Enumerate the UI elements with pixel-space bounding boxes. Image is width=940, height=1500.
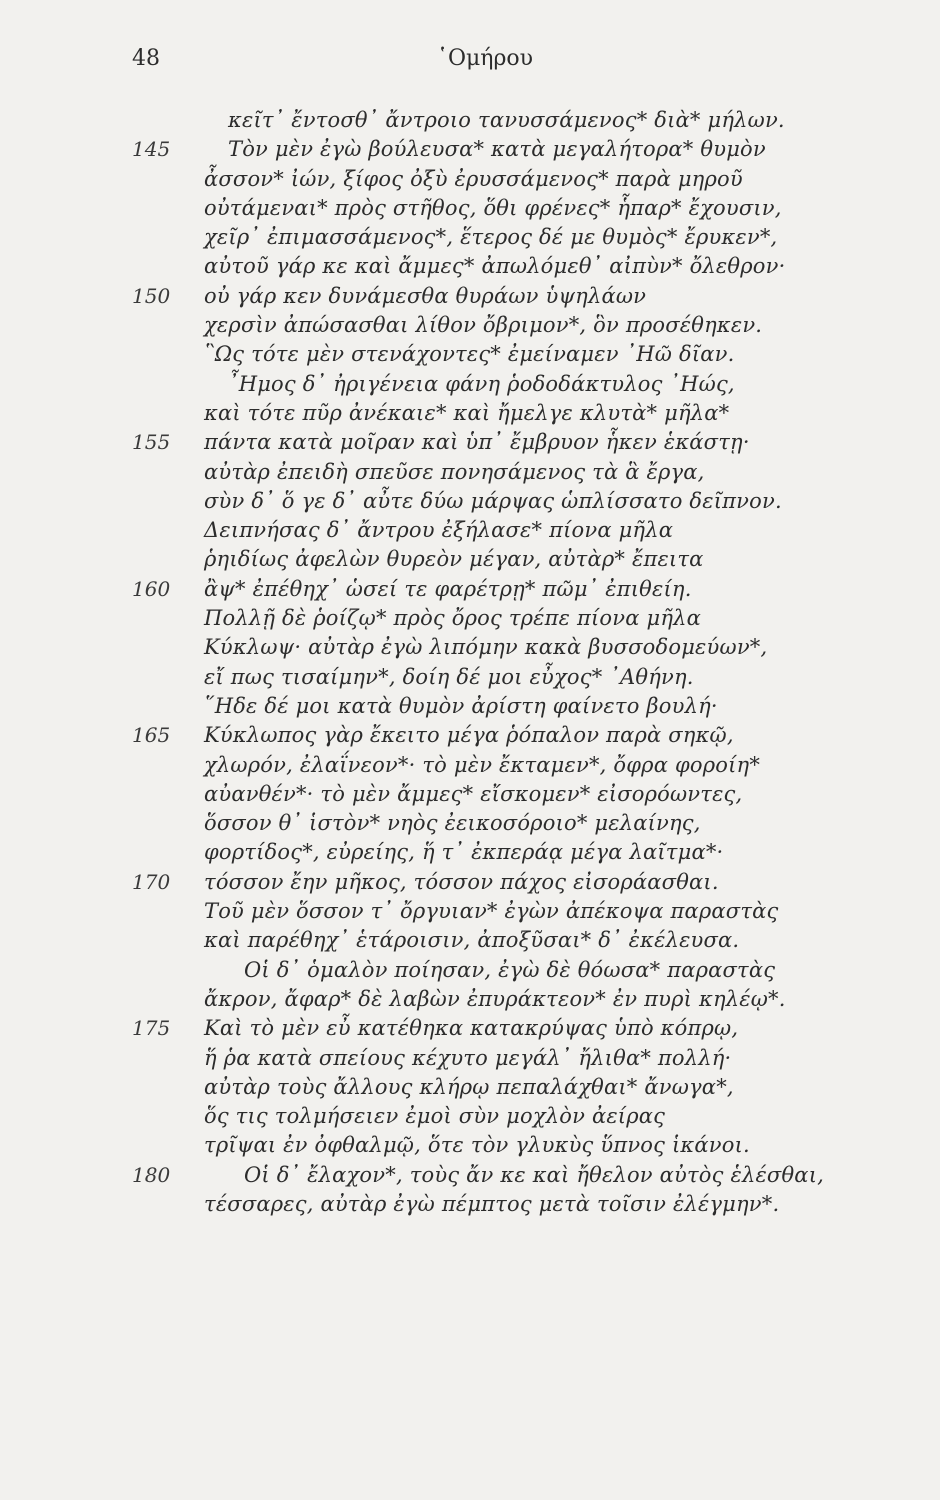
- verse-line: [0, 633, 940, 662]
- verse-text: ἆσσον* ἰών, ξίφος ὀξὺ ἐρυσσάμενος* παρὰ μηροῦ: [204, 166, 743, 191]
- line-number: 165: [132, 723, 171, 748]
- verse-line: [0, 311, 940, 340]
- verse-text: Δειπνήσας δ᾽ ἄντρου ἐξήλασε* πίονα μῆλα: [204, 518, 674, 543]
- verse-line: [0, 780, 940, 809]
- verse-text: καὶ τότε πῦρ ἀνέκαιε* καὶ ἤμελγε κλυτὰ* μῆλα*: [204, 400, 730, 425]
- line-number: 160: [132, 576, 171, 601]
- verse-text: Οἱ δ᾽ ὁμαλὸν ποίησαν, ἐγὼ δὲ θόωσα* παραστὰς: [244, 957, 776, 982]
- verse-line: [0, 604, 940, 633]
- verse-line: [0, 282, 940, 311]
- verse-line: [0, 516, 940, 545]
- verse-text: αὐτὰρ τοὺς ἄλλους κλήρῳ πεπαλάχθαι* ἄνωγα*,: [204, 1074, 734, 1099]
- verse-text: πάντα κατὰ μοῖραν καὶ ὑπ᾽ ἔμβρυον ἧκεν ἑκάστῃ·: [204, 430, 750, 455]
- verse-line: [0, 809, 940, 838]
- verse-text: καὶ παρέθηχ᾽ ἑτάροισιν, ἀποξῦσαι* δ᾽ ἐκέλευσα.: [204, 928, 740, 953]
- verse-text: αὐτοῦ γάρ κε καὶ ἄμμες* ἀπωλόμεθ᾽ αἰπὺν* ὄλεθρον·: [204, 254, 786, 279]
- verse-text: οὐτάμεναι* πρὸς στῆθος, ὅθι φρένες* ἧπαρ* ἔχουσιν,: [204, 195, 782, 220]
- verse-text: Πολλῇ δὲ ῥοίζῳ* πρὸς ὄρος τρέπε πίονα μῆλα: [204, 606, 702, 631]
- verse-line: [0, 458, 940, 487]
- verse-line: [0, 487, 940, 516]
- verse-line: [0, 838, 940, 867]
- verse-line: [0, 1073, 940, 1102]
- verse-line: [0, 1190, 940, 1219]
- verse-text: Κύκλωψ· αὐτὰρ ἐγὼ λιπόμην κακὰ βυσσοδομεύων*,: [204, 635, 768, 660]
- verse-line: [0, 956, 940, 985]
- verse-line: [0, 165, 940, 194]
- line-number: 175: [132, 1016, 171, 1041]
- verse-text: ἥ ῥα κατὰ σπείους κέχυτο μεγάλ᾽ ἤλιθα* πολλή·: [204, 1045, 732, 1070]
- verse-line: [0, 721, 940, 750]
- verse-line: [0, 135, 940, 164]
- verse-text: ἄκρον, ἄφαρ* δὲ λαβὼν ἐπυράκτεον* ἐν πυρὶ κηλέῳ*.: [204, 986, 786, 1011]
- verse-line: [0, 663, 940, 692]
- verse-line: [0, 1014, 940, 1043]
- line-number: 180: [132, 1162, 171, 1187]
- verse-text: ῞Ηδε δέ μοι κατὰ θυμὸν ἀρίστη φαίνετο βουλή·: [204, 693, 718, 718]
- verse-text: φορτίδος*, εὐρείης, ἥ τ᾽ ἐκπεράᾳ μέγα λαῖτμα*·: [204, 840, 724, 865]
- line-number: 145: [132, 137, 171, 162]
- verse-text: Τοῦ μὲν ὅσσον τ᾽ ὄργυιαν* ἐγὼν ἀπέκοψα παραστὰς: [204, 899, 779, 924]
- verse-text: οὐ γάρ κεν δυνάμεσθα θυράων ὑψηλάων: [204, 283, 647, 308]
- verse-text: αὐτὰρ ἐπειδὴ σπεῦσε πονησάμενος τὰ ἃ ἔργα,: [204, 459, 705, 484]
- verse-line: [0, 545, 940, 574]
- verse-line: [0, 1161, 940, 1190]
- line-number: 150: [132, 283, 171, 308]
- verse-text: τέσσαρες, αὐτὰρ ἐγὼ πέμπτος μετὰ τοῖσιν ἐλέγμην*.: [204, 1191, 780, 1216]
- verse-line: [0, 868, 940, 897]
- verse-text: κεῖτ᾽ ἔντοσθ᾽ ἄντροιο τανυσσάμενος* διὰ* μήλων.: [228, 108, 785, 132]
- verse-text: Καὶ τὸ μὲν εὖ κατέθηκα κατακρύψας ὑπὸ κόπρῳ,: [204, 1016, 739, 1041]
- verse-text: σὺν δ᾽ ὅ γε δ᾽ αὖτε δύω μάρψας ὡπλίσσατο δεῖπνον.: [204, 488, 782, 513]
- verse-line: [0, 1044, 940, 1073]
- verse-text: ῏Ημος δ᾽ ἠριγένεια φάνη ῥοδοδάκτυλος ᾽Ηώς,: [228, 371, 735, 396]
- verse-line: [0, 399, 940, 428]
- verse-line: [0, 223, 940, 252]
- verse-line: [0, 106, 940, 135]
- verse-text: ὅς τις τολμήσειεν ἐμοὶ σὺν μοχλὸν ἀείρας: [204, 1104, 666, 1129]
- verse-text: ῥηιδίως ἀφελὼν θυρεὸν μέγαν, αὐτὰρ* ἔπειτα: [204, 547, 704, 572]
- verse-text: χερσὶν ἀπώσασθαι λίθον ὄβριμον*, ὃν προσέθηκεν.: [204, 313, 763, 338]
- verse-line: [0, 340, 940, 369]
- running-title: ῾Ομήρου: [436, 46, 534, 71]
- verse-text: Τὸν μὲν ἐγὼ βούλευσα* κατὰ μεγαλήτορα* θυμὸν: [228, 137, 766, 162]
- verse-line: [0, 1102, 940, 1131]
- verse-line: [0, 194, 940, 223]
- verse-line: [0, 985, 940, 1014]
- verse-text: ῝Ως τότε μὲν στενάχοντες* ἐμείναμεν ᾽Ηῶ δῖαν.: [204, 342, 735, 367]
- line-number: 155: [132, 430, 171, 455]
- verse-text: εἴ πως τισαίμην*, δοίη δέ μοι εὖχος* ᾽Αθήνη.: [204, 664, 694, 689]
- verse-line: [0, 575, 940, 604]
- verse-text: τρῖψαι ἐν ὀφθαλμῷ, ὅτε τὸν γλυκὺς ὕπνος ἱκάνοι.: [204, 1133, 750, 1158]
- verse-text: αὐανθέν*· τὸ μὲν ἄμμες* εἴσκομεν* εἰσορόωντες,: [204, 781, 743, 806]
- verse-text: ἂψ* ἐπέθηχ᾽ ὡσεί τε φαρέτρῃ* πῶμ᾽ ἐπιθείη.: [204, 576, 692, 601]
- verse-line: [0, 1131, 940, 1160]
- verse-text: ὅσσον θ᾽ ἱστὸν* νηὸς ἐεικοσόροιο* μελαίνης,: [204, 811, 701, 836]
- verse-line: [0, 751, 940, 780]
- verse-line: [0, 252, 940, 281]
- verse-line: [0, 692, 940, 721]
- verse-text: χεῖρ᾽ ἐπιμασσάμενος*, ἕτερος δέ με θυμὸς* ἔρυκεν*,: [204, 225, 778, 250]
- verse-text: Κύκλωπος γὰρ ἔκειτο μέγα ῥόπαλον παρὰ σηκῷ,: [204, 723, 734, 748]
- verse-text: τόσσον ἔην μῆκος, τόσσον πάχος εἰσοράασθαι.: [204, 869, 719, 894]
- verse-text: Οἱ δ᾽ ἔλαχον*, τοὺς ἄν κε καὶ ἤθελον αὐτὸς ἑλέσθαι,: [244, 1162, 824, 1187]
- verse-line: [0, 926, 940, 955]
- verse-text: χλωρόν, ἐλαΐνεον*· τὸ μὲν ἔκταμεν*, ὄφρα φοροίη*: [204, 752, 761, 777]
- page-number: 48: [132, 46, 160, 71]
- verse-line: [0, 428, 940, 457]
- poem-text-block: [0, 106, 940, 1219]
- line-number: 170: [132, 869, 171, 894]
- verse-line: [0, 897, 940, 926]
- verse-line: [0, 370, 940, 399]
